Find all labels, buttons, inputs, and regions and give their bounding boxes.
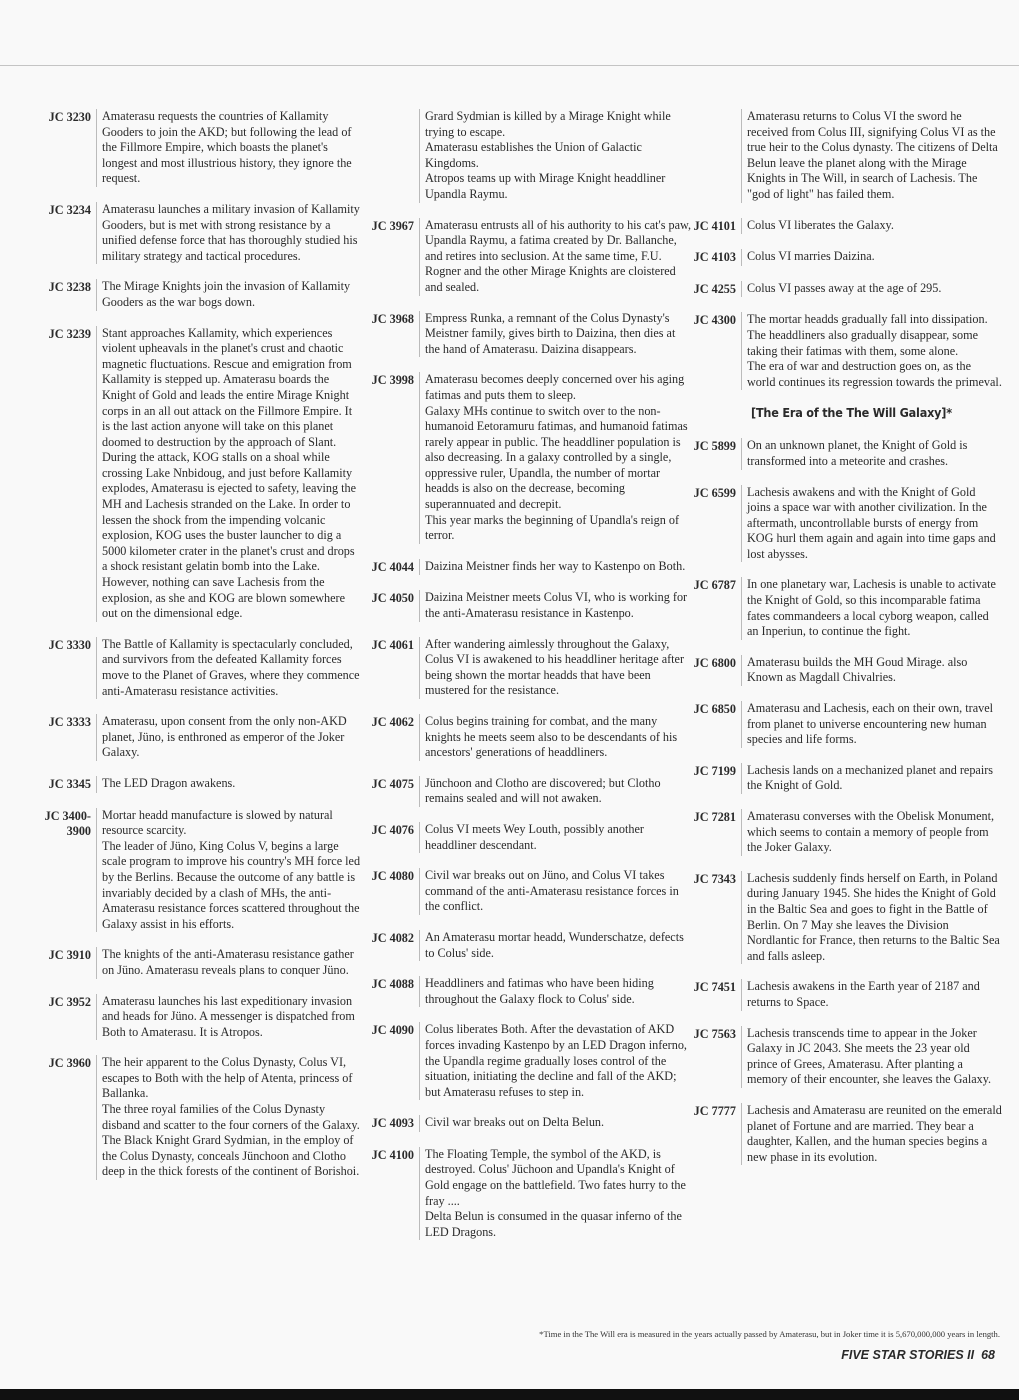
entry-text: Amaterasu, upon consent from the only non-AKD planet, Jüno, is enthroned as emperor of the Joker Galaxy. (96, 714, 362, 761)
bottom-bar (0, 1389, 1019, 1400)
entry-date: JC 3345 (48, 776, 91, 791)
timeline-entry (692, 701, 1002, 748)
timeline-entry (692, 809, 1002, 856)
entry-text: Colus VI marries Daizina. (741, 249, 1002, 266)
entry-text: An Amaterasu mortar headd, Wunderschatze, defects to Colus' side. (419, 930, 692, 961)
entry-text: Civil war breaks out on Jüno, and Colus VI takes command of the anti-Amaterasu resistance forces in the conflict. (419, 868, 692, 915)
timeline-entry (362, 714, 692, 761)
entry-text: Lachesis suddenly finds herself on Earth, in Poland during January 1945. She hides the Knight of Gold in the Baltic Sea and goes to fight in the Battle of Berlin. On 7 May she leaves the Division Nordlantic for France, then returns to the Baltic Sea and falls asleep. (741, 871, 1002, 965)
timeline-entry (0, 202, 362, 264)
entry-date: JC 3998 (371, 373, 414, 388)
entry-date: JC 3960 (48, 1056, 91, 1071)
entry-date: JC 6599 (693, 485, 736, 500)
entry-date: JC 4101 (693, 218, 736, 233)
entry-text: Amaterasu returns to Colus VI the sword he received from Colus III, signifying Colus VI as the true heir to the Colus dynasty. The citizens of Delta Belun leave the planet along with the Mirage Knights in The Will, in search of Lachesis. The "god of light" has failed them. (741, 109, 1002, 203)
timeline-entry (0, 947, 362, 978)
entry-date: JC 4103 (693, 250, 736, 265)
timeline-entry (0, 279, 362, 310)
entry-date: JC 7343 (693, 871, 736, 886)
entry-text: Amaterasu and Lachesis, each on their own, travel from planet to universe encountering new human species and life forms. (741, 701, 1002, 748)
entry-date: JC 3968 (371, 311, 414, 326)
entry-text: Lachesis transcends time to appear in the Joker Galaxy in JC 2043. She meets the 23 year old prince of Grees, Amaterasu. After planting a memory of their encounter, she leaves the Galaxy. (741, 1026, 1002, 1088)
entry-date: JC 4255 (693, 281, 736, 296)
entry-date: JC 7563 (693, 1026, 736, 1041)
timeline-entry (362, 868, 692, 915)
timeline-column-3 (692, 109, 1002, 1180)
entry-text: After wandering aimlessly throughout the Galaxy, Colus VI is awakened to his headdliner heritage after being shown the mortar headds that have been mustered for the resistance. (419, 637, 692, 699)
timeline-entry (692, 438, 1002, 469)
timeline-column-1 (0, 109, 362, 1195)
timeline-entry (362, 311, 692, 358)
entry-text: Amaterasu requests the countries of Kallamity Gooders to join the AKD; but following the lead of the Fillmore Empire, which boasts the planet's longest and most illustrious history, they ignore the request. (96, 109, 362, 187)
entry-date: JC 3910 (48, 948, 91, 963)
timeline-entry (692, 577, 1002, 639)
entry-date: JC 4075 (371, 776, 414, 791)
timeline-entry (692, 1026, 1002, 1088)
entry-date: JC 4061 (371, 637, 414, 652)
entry-date: JC 4076 (371, 822, 414, 837)
timeline-entry (692, 655, 1002, 686)
entry-text: The mortar headds gradually fall into dissipation. The headdliners also gradually disappear, some taking their fatimas with them, some alone. The era of war and destruction goes on, as the world continues its regression towards the primeval. (741, 312, 1002, 390)
entry-text: Headdliners and fatimas who have been hiding throughout the Galaxy flock to Colus' side. (419, 976, 692, 1007)
timeline-entry (692, 979, 1002, 1010)
entry-text: Daizina Meistner finds her way to Kastenpo on Both. (419, 559, 692, 576)
timeline-entry (362, 559, 692, 576)
entry-text: The Floating Temple, the symbol of the AKD, is destroyed. Colus' Jüchoon and Upandla's Knight of Gold engage on the battlefield. Two fates hurry to the fray .... Delta Belun is consumed in the quasar inferno of the LED Dragons. (419, 1147, 692, 1241)
entry-text: Lachesis lands on a mechanized planet and repairs the Knight of Gold. (741, 763, 1002, 794)
entry-text: Lachesis awakens and with the Knight of Gold joins a space war with another civilization. In the aftermath, uncontrollable bursts of energy from KOG hurl them again and again into time gaps and lost abysses. (741, 485, 1002, 563)
timeline-entry (692, 763, 1002, 794)
entry-text: Civil war breaks out on Delta Belun. (419, 1115, 692, 1132)
entry-date: JC 3230 (48, 110, 91, 124)
entry-text: On an unknown planet, the Knight of Gold is transformed into a meteorite and crashes. (741, 438, 1002, 469)
entry-date: JC 3333 (48, 715, 91, 730)
timeline-entry (362, 822, 692, 853)
timeline-entry (0, 326, 362, 622)
entry-date: JC 6850 (693, 702, 736, 717)
entry-text: Lachesis and Amaterasu are reunited on the emerald planet of Fortune and are married. They bear a daughter, Kallen, and the human species begins a new phase in its evolution. (741, 1103, 1002, 1165)
entry-date: JC 3239 (48, 326, 91, 341)
entry-date: JC 4080 (371, 869, 414, 884)
timeline-entry (692, 249, 1002, 266)
entry-date: JC 4090 (371, 1023, 414, 1038)
entry-text: Amaterasu converses with the Obelisk Monument, which seems to contain a memory of people from the Joker Galaxy. (741, 809, 1002, 856)
entry-date: JC 7281 (693, 810, 736, 824)
timeline-entry (0, 714, 362, 761)
entry-text: Colus VI liberates the Galaxy. (741, 218, 1002, 235)
timeline-entry (362, 372, 692, 544)
entry-text: Mortar headd manufacture is slowed by natural resource scarcity. The leader of Jüno, King Colus V, begins a large scale program to improve his country's MH force led by the Berlins. Because the outcome of any battle is invariably decided by a clash of MHs, the anti-Amaterasu resistance forces scattered throughout the Galaxy assist in his efforts. (96, 808, 362, 933)
page-number: 68 (981, 1348, 995, 1362)
timeline-entry (692, 281, 1002, 298)
timeline-entry (362, 1115, 692, 1132)
page-footer (841, 1348, 995, 1362)
entry-text: Colus VI meets Wey Louth, possibly another headdliner descendant. (419, 822, 692, 853)
entry-date: JC 4093 (371, 1116, 414, 1131)
timeline-entry (362, 637, 692, 699)
era-heading: [The Era of the The Will Galaxy]* (751, 405, 952, 421)
entry-date: JC 3952 (48, 994, 91, 1009)
timeline-entry (0, 808, 362, 933)
entry-text: Colus VI passes away at the age of 295. (741, 281, 1002, 298)
entry-text: The Mirage Knights join the invasion of Kallamity Gooders as the war bogs down. (96, 279, 362, 310)
entry-text: Amaterasu launches a military invasion of Kallamity Gooders, but is met with strong resistance by a unified defense force that has thoroughly studied his military strategy and tactical procedures. (96, 202, 362, 264)
timeline-entry (692, 312, 1002, 390)
timeline-entry (692, 871, 1002, 965)
entry-date: JC 4100 (371, 1147, 414, 1162)
entry-date: JC 3967 (371, 218, 414, 233)
entry-date: JC 4082 (371, 930, 414, 945)
entry-text: Amaterasu builds the MH Goud Mirage. also Known as Magdall Chivalries. (741, 655, 1002, 686)
entry-date: JC 5899 (693, 439, 736, 454)
entry-text: Amaterasu launches his last expeditionary invasion and heads for Jüno. A messenger is dispatched from Both to Amaterasu. It is Atropos. (96, 994, 362, 1041)
timeline-entry (692, 218, 1002, 235)
entry-text: The Battle of Kallamity is spectacularly concluded, and survivors from the defeated Kallamity forces move to the Planet of Graves, where they commence anti-Amaterasu resistance activities. (96, 637, 362, 699)
entry-text: Stant approaches Kallamity, which experiences violent upheavals in the planet's crust and chaotic magnetic fluctuations. Rescue and emigration from Kallamity is stepped up. Amaterasu boards the Knight of Gold and leads the entire Mirage Knight corps in an all out attack on the Fillmore Empire. It is the last action anyone will take on this planet doomed to destruction by the approach of Slant. During the attack, KOG stalls on a shoal while crossing Lake Nnbidoug, and just before Kallamity explodes, Amaterasu is ejected to safety, leaving the MH and Lachesis stranded on the Lake. In order to lessen the shock from the impending volcanic explosion, KOG uses the buster launcher to dig a 5000 kilometer crater in the planet's crust and drops a shock resistant gelatin bomb into the Lake. However, nothing can save Lachesis from the explosion, as she and KOG are blown somewhere out on the dimensional edge. (96, 326, 362, 622)
entry-date: JC 3330 (48, 637, 91, 652)
continuation-entry (692, 109, 1002, 203)
footnote: *Time in the The Will era is measured in the years actually passed by Amaterasu, but in Joker time it is 5,670,000,000 years in length. (539, 1329, 1000, 1339)
timeline-entry (362, 590, 692, 621)
entry-date: JC 4300 (693, 313, 736, 328)
entry-text: The knights of the anti-Amaterasu resistance gather on Jüno. Amaterasu reveals plans to conquer Jüno. (96, 947, 362, 978)
entry-text: The LED Dragon awakens. (96, 776, 362, 793)
timeline-entry (362, 976, 692, 1007)
timeline-entry (0, 1055, 362, 1180)
timeline-column-2 (362, 109, 692, 1255)
entry-date: JC 7777 (693, 1103, 736, 1118)
entry-date: JC 7451 (693, 980, 736, 995)
entry-text: In one planetary war, Lachesis is unable to activate the Knight of Gold, so this incomparable fatima fates commandeers a local cyborg weapon, called an Inperiun, to continue the fight. (741, 577, 1002, 639)
entry-text: Grard Sydmian is killed by a Mirage Knight while trying to escape. Amaterasu establishes the Union of Galactic Kingdoms. Atropos teams up with Mirage Knight headdliner Upandla Raymu. (419, 109, 692, 203)
entry-date: JC 3238 (48, 280, 91, 295)
timeline-entry (692, 1103, 1002, 1165)
entry-text: The heir apparent to the Colus Dynasty, Colus VI, escapes to Both with the help of Atenta, princess of Ballanka. The three royal families of the Colus Dynasty disband and scatter to the four corners of the Galaxy. The Black Knight Grard Sydmian, in the employ of the Colus Dynasty, conceals Jünchoon and Clotho deep in the thick forests of the continent of Borishoi. (96, 1055, 362, 1180)
timeline-entry (0, 109, 362, 187)
entry-date: JC 7199 (693, 763, 736, 778)
timeline-entry (0, 637, 362, 699)
entry-text: Amaterasu becomes deeply concerned over his aging fatimas and puts them to sleep. Galaxy MHs continue to switch over to the non-humanoid Eetoramuru fatimas, and humanoid fatimas rarely appear in public. The headdliner population is also decreasing. In a galaxy controlled by a single, oppressive ruler, Upandla, the number of mortar headds is also on the decrease, becoming superannuated and decrepit. This year marks the beginning of Upandla's reign of terror. (419, 372, 692, 544)
entry-date: JC 4044 (371, 559, 414, 574)
continuation-entry (362, 109, 692, 203)
entry-text: Colus liberates Both. After the devastation of AKD forces invading Kastenpo by an LED Dragon inferno, the Upandla regime gradually loses control of the situation, initiating the decline and fall of the AKD; but Amaterasu refuses to step in. (419, 1022, 692, 1100)
entry-text: Amaterasu entrusts all of his authority to his cat's paw, Upandla Raymu, a fatima created by Dr. Ballanche, and retires into seclusion. At the same time, F.U. Rogner and the other Mirage Knights are cloistered and sealed. (419, 218, 692, 296)
entry-date: JC 4088 (371, 977, 414, 992)
timeline-entry (362, 1022, 692, 1100)
publication-title: FIVE STAR STORIES II (841, 1348, 975, 1362)
entry-text: Empress Runka, a remnant of the Colus Dynasty's Meistner family, gives birth to Daizina, then dies at the hand of Amaterasu. Daizina disappears. (419, 311, 692, 358)
entry-date: JC 6800 (693, 655, 736, 670)
entry-text: Jünchoon and Clotho are discovered; but Clotho remains sealed and will not awaken. (419, 776, 692, 807)
timeline-entry (362, 1147, 692, 1241)
timeline-entry (362, 218, 692, 296)
top-rule (0, 65, 1019, 66)
timeline-entry (0, 994, 362, 1041)
timeline-entry (0, 776, 362, 793)
entry-text: Daizina Meistner meets Colus VI, who is working for the anti-Amaterasu resistance in Kastenpo. (419, 590, 692, 621)
entry-date: JC 3234 (48, 202, 91, 217)
entry-text: Colus begins training for combat, and the many knights he meets seem also to be descendants of his ancestors' generations of headdliners. (419, 714, 692, 761)
entry-date: JC 4050 (371, 591, 414, 606)
timeline-entry (692, 485, 1002, 563)
timeline-entry (362, 930, 692, 961)
entry-date: JC 3400- 3900 (44, 808, 91, 839)
entry-date: JC 4062 (371, 715, 414, 729)
entry-text: Lachesis awakens in the Earth year of 2187 and returns to Space. (741, 979, 1002, 1010)
entry-date: JC 6787 (693, 578, 736, 593)
timeline-entry (362, 776, 692, 807)
